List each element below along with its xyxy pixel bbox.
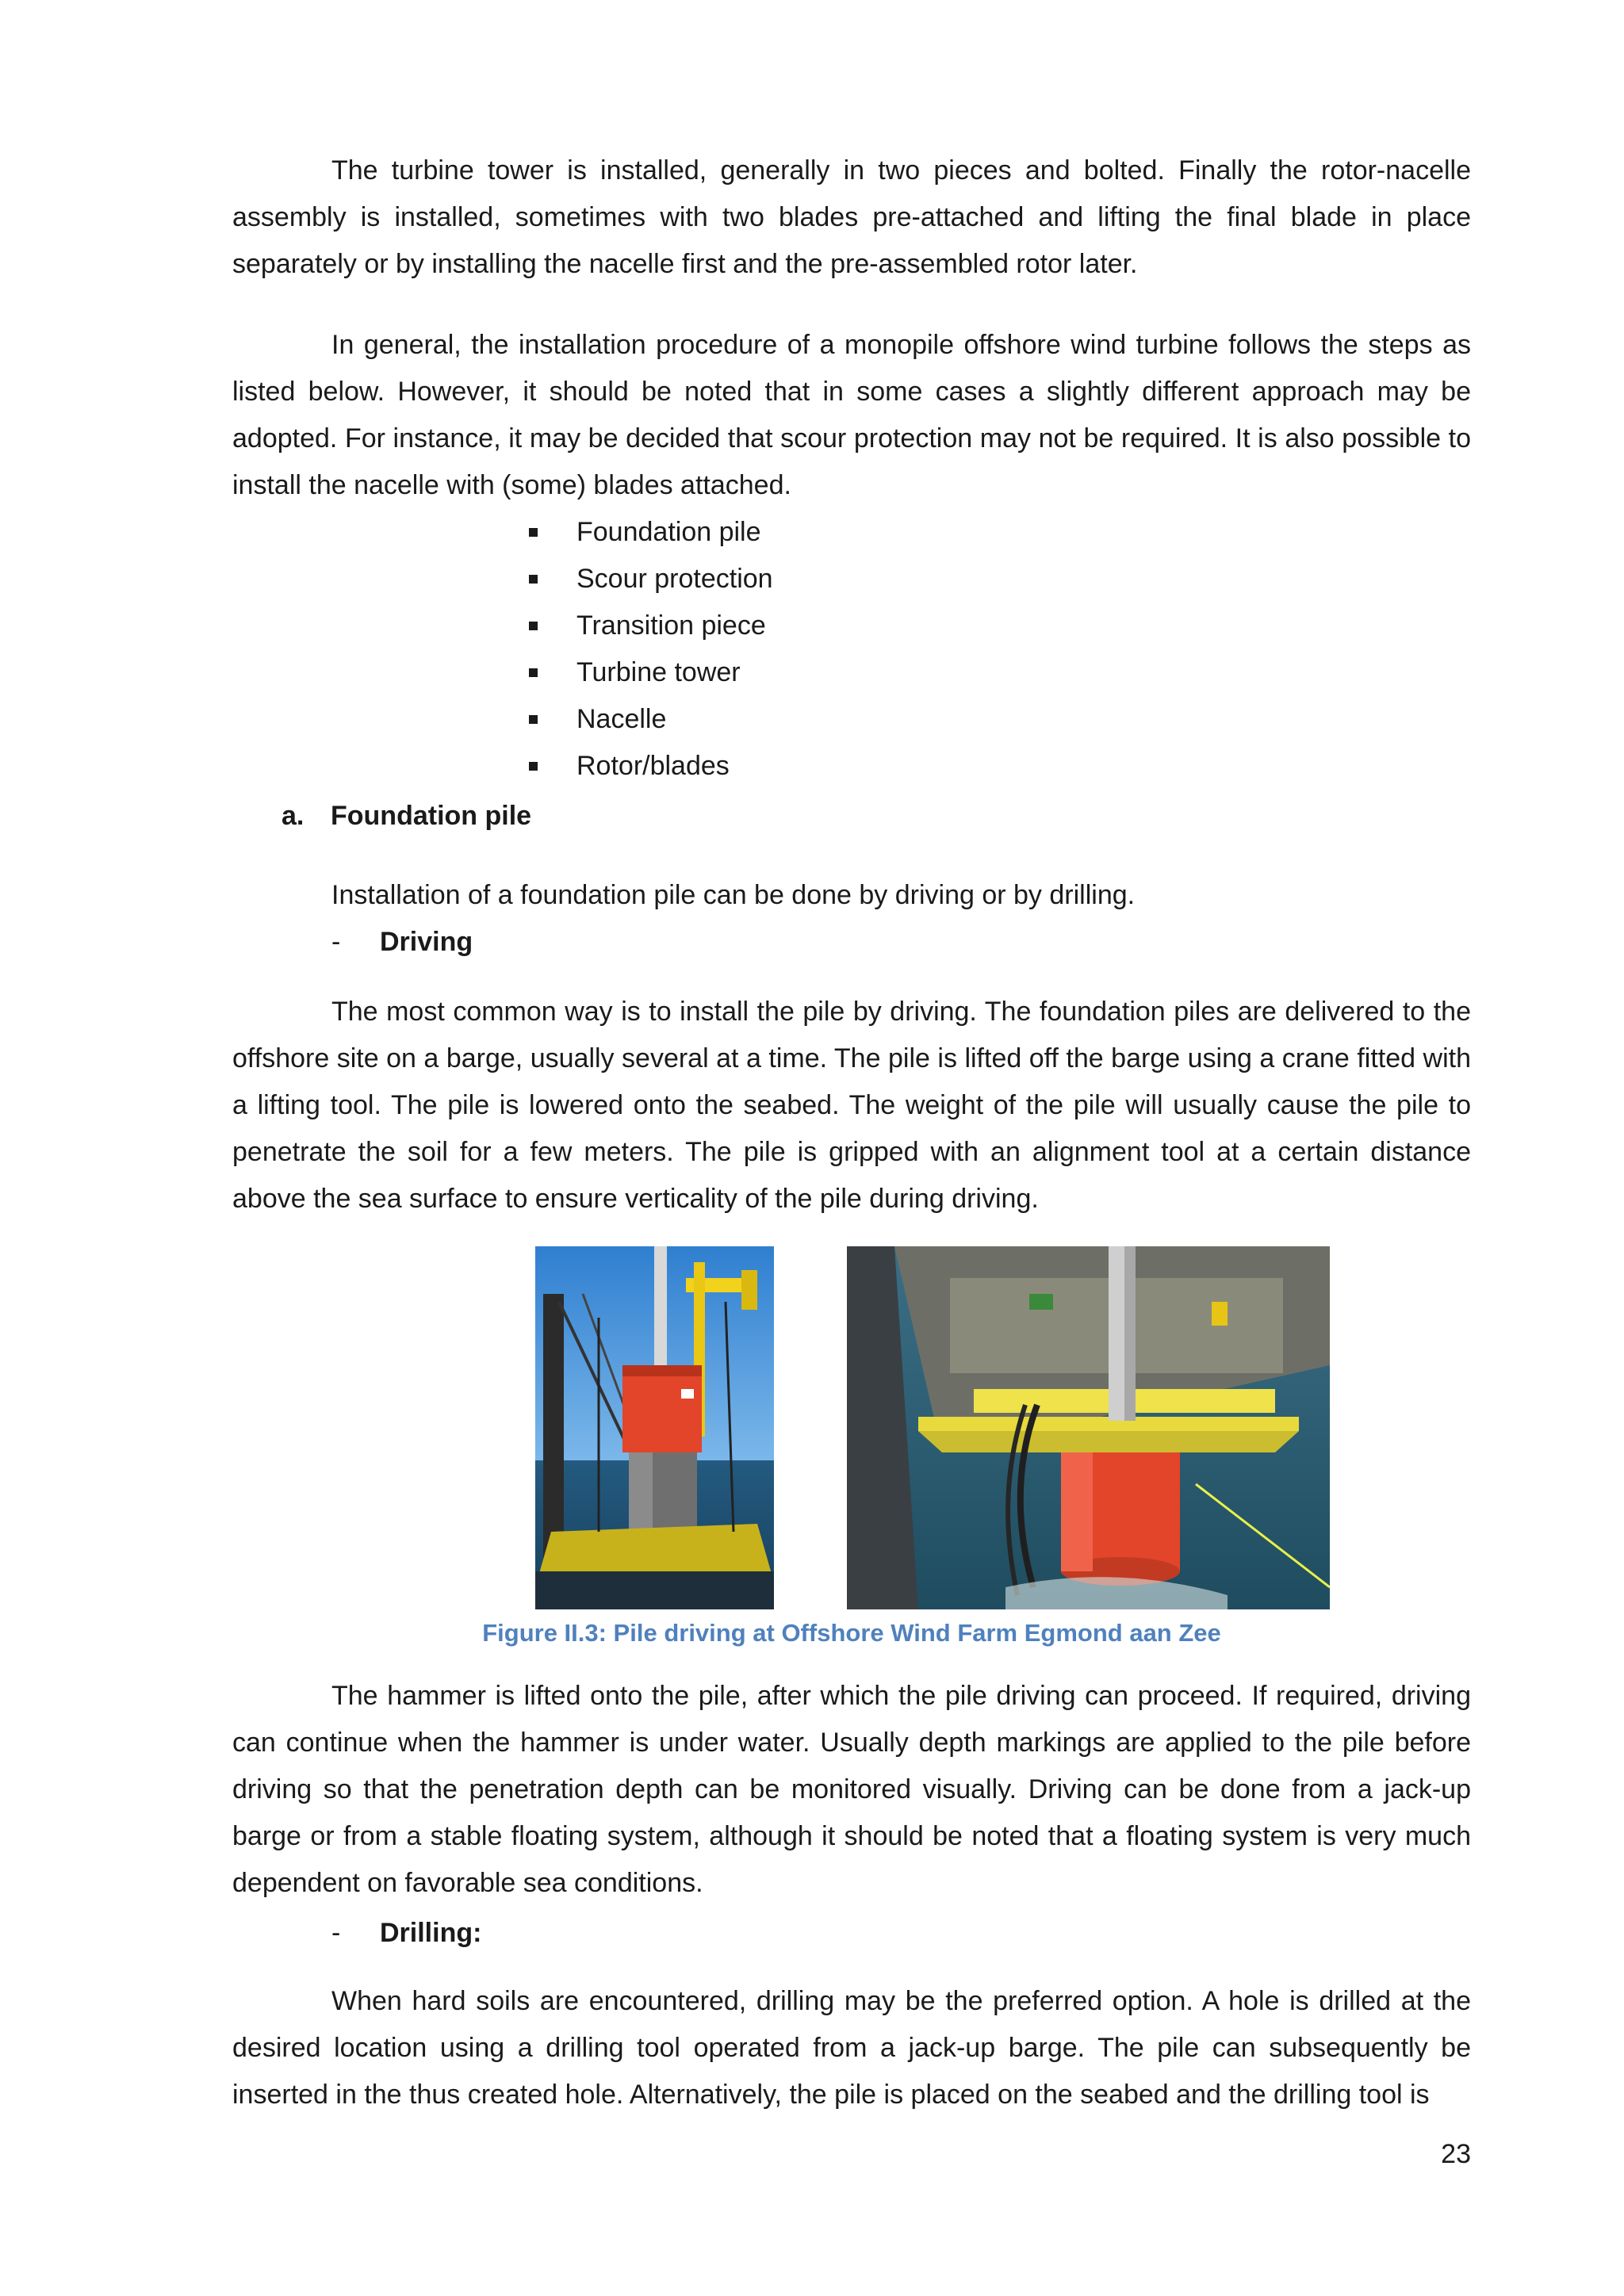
square-bullet-icon bbox=[529, 715, 538, 724]
list-item: Nacelle bbox=[529, 696, 773, 743]
figure-caption: Figure II.3: Pile driving at Offshore Wind Farm Egmond aan Zee bbox=[482, 1619, 1221, 1647]
section-heading-foundation-pile: a. Foundation pile bbox=[282, 801, 532, 831]
paragraph-pile-methods: Installation of a foundation pile can be done by driving or by drilling. bbox=[331, 880, 1136, 910]
list-item: Rotor/blades bbox=[529, 743, 773, 790]
square-bullet-icon bbox=[529, 528, 538, 537]
paragraph-installation-procedure: In general, the installation procedure of a monopile offshore wind turbine follows the steps as listed below. However, it should be noted that in some cases a slightly different approach may be adopted. For instance, it may be decided that scour protection may not be required. It is also possible to install the nacelle with (some) blades attached. bbox=[232, 330, 1471, 500]
photo-pile-lifting bbox=[535, 1246, 774, 1609]
subheading-drilling: - Drilling: bbox=[331, 1918, 482, 1948]
list-item: Transition piece bbox=[529, 603, 773, 649]
pile-lifting-illustration bbox=[535, 1246, 774, 1609]
square-bullet-icon bbox=[529, 668, 538, 677]
paragraph-driving: The most common way is to install the pile by driving. The foundation piles are delivered to the offshore site on a barge, usually several at a time. The pile is lifted off the barge using a crane fitted with a lifting tool. The pile is lowered onto the seabed. The weight of the pile will usually cause the pile to penetrate the soil for a few meters. The pile is gripped with an alignment tool at a certain distance above the sea surface to ensure verticality of the pile during driving. bbox=[232, 997, 1471, 1214]
paragraph-rotor-nacelle: The turbine tower is installed, generally in two pieces and bolted. Finally the rotor-nacelle assembly is installed, sometimes with two blades pre-attached and lifting the final blade in place separately or by installing the nacelle first and the pre-assembled rotor later. bbox=[232, 155, 1471, 279]
list-item: Turbine tower bbox=[529, 649, 773, 696]
square-bullet-icon bbox=[529, 575, 538, 584]
list-item: Foundation pile bbox=[529, 509, 773, 556]
list-item: Scour protection bbox=[529, 556, 773, 603]
paragraph-hammer: The hammer is lifted onto the pile, after which the pile driving can proceed. If required, driving can continue when the hammer is under water. Usually depth markings are applied to the pile before driving so that the penetration depth can be monitored visually. Driving can be done from a jack-up barge or from a stable floating system, although it should be noted that a floating system is very much dependent on favorable sea conditions. bbox=[232, 1681, 1471, 1898]
pile-driving-illustration bbox=[847, 1246, 1330, 1609]
square-bullet-icon bbox=[529, 622, 538, 630]
paragraph-drilling: When hard soils are encountered, drilling may be the preferred option. A hole is drilled at the desired location using a drilling tool operated from a jack-up barge. The pile can subsequently be inserted in the thus created hole. Alternatively, the pile is placed on the seabed and the drilling tool is bbox=[232, 1986, 1471, 2110]
photo-pile-driving-platform bbox=[847, 1246, 1330, 1609]
subheading-driving: - Driving bbox=[331, 927, 473, 957]
square-bullet-icon bbox=[529, 762, 538, 771]
installation-steps-list bbox=[529, 509, 773, 790]
page-number: 23 bbox=[1441, 2139, 1471, 2169]
